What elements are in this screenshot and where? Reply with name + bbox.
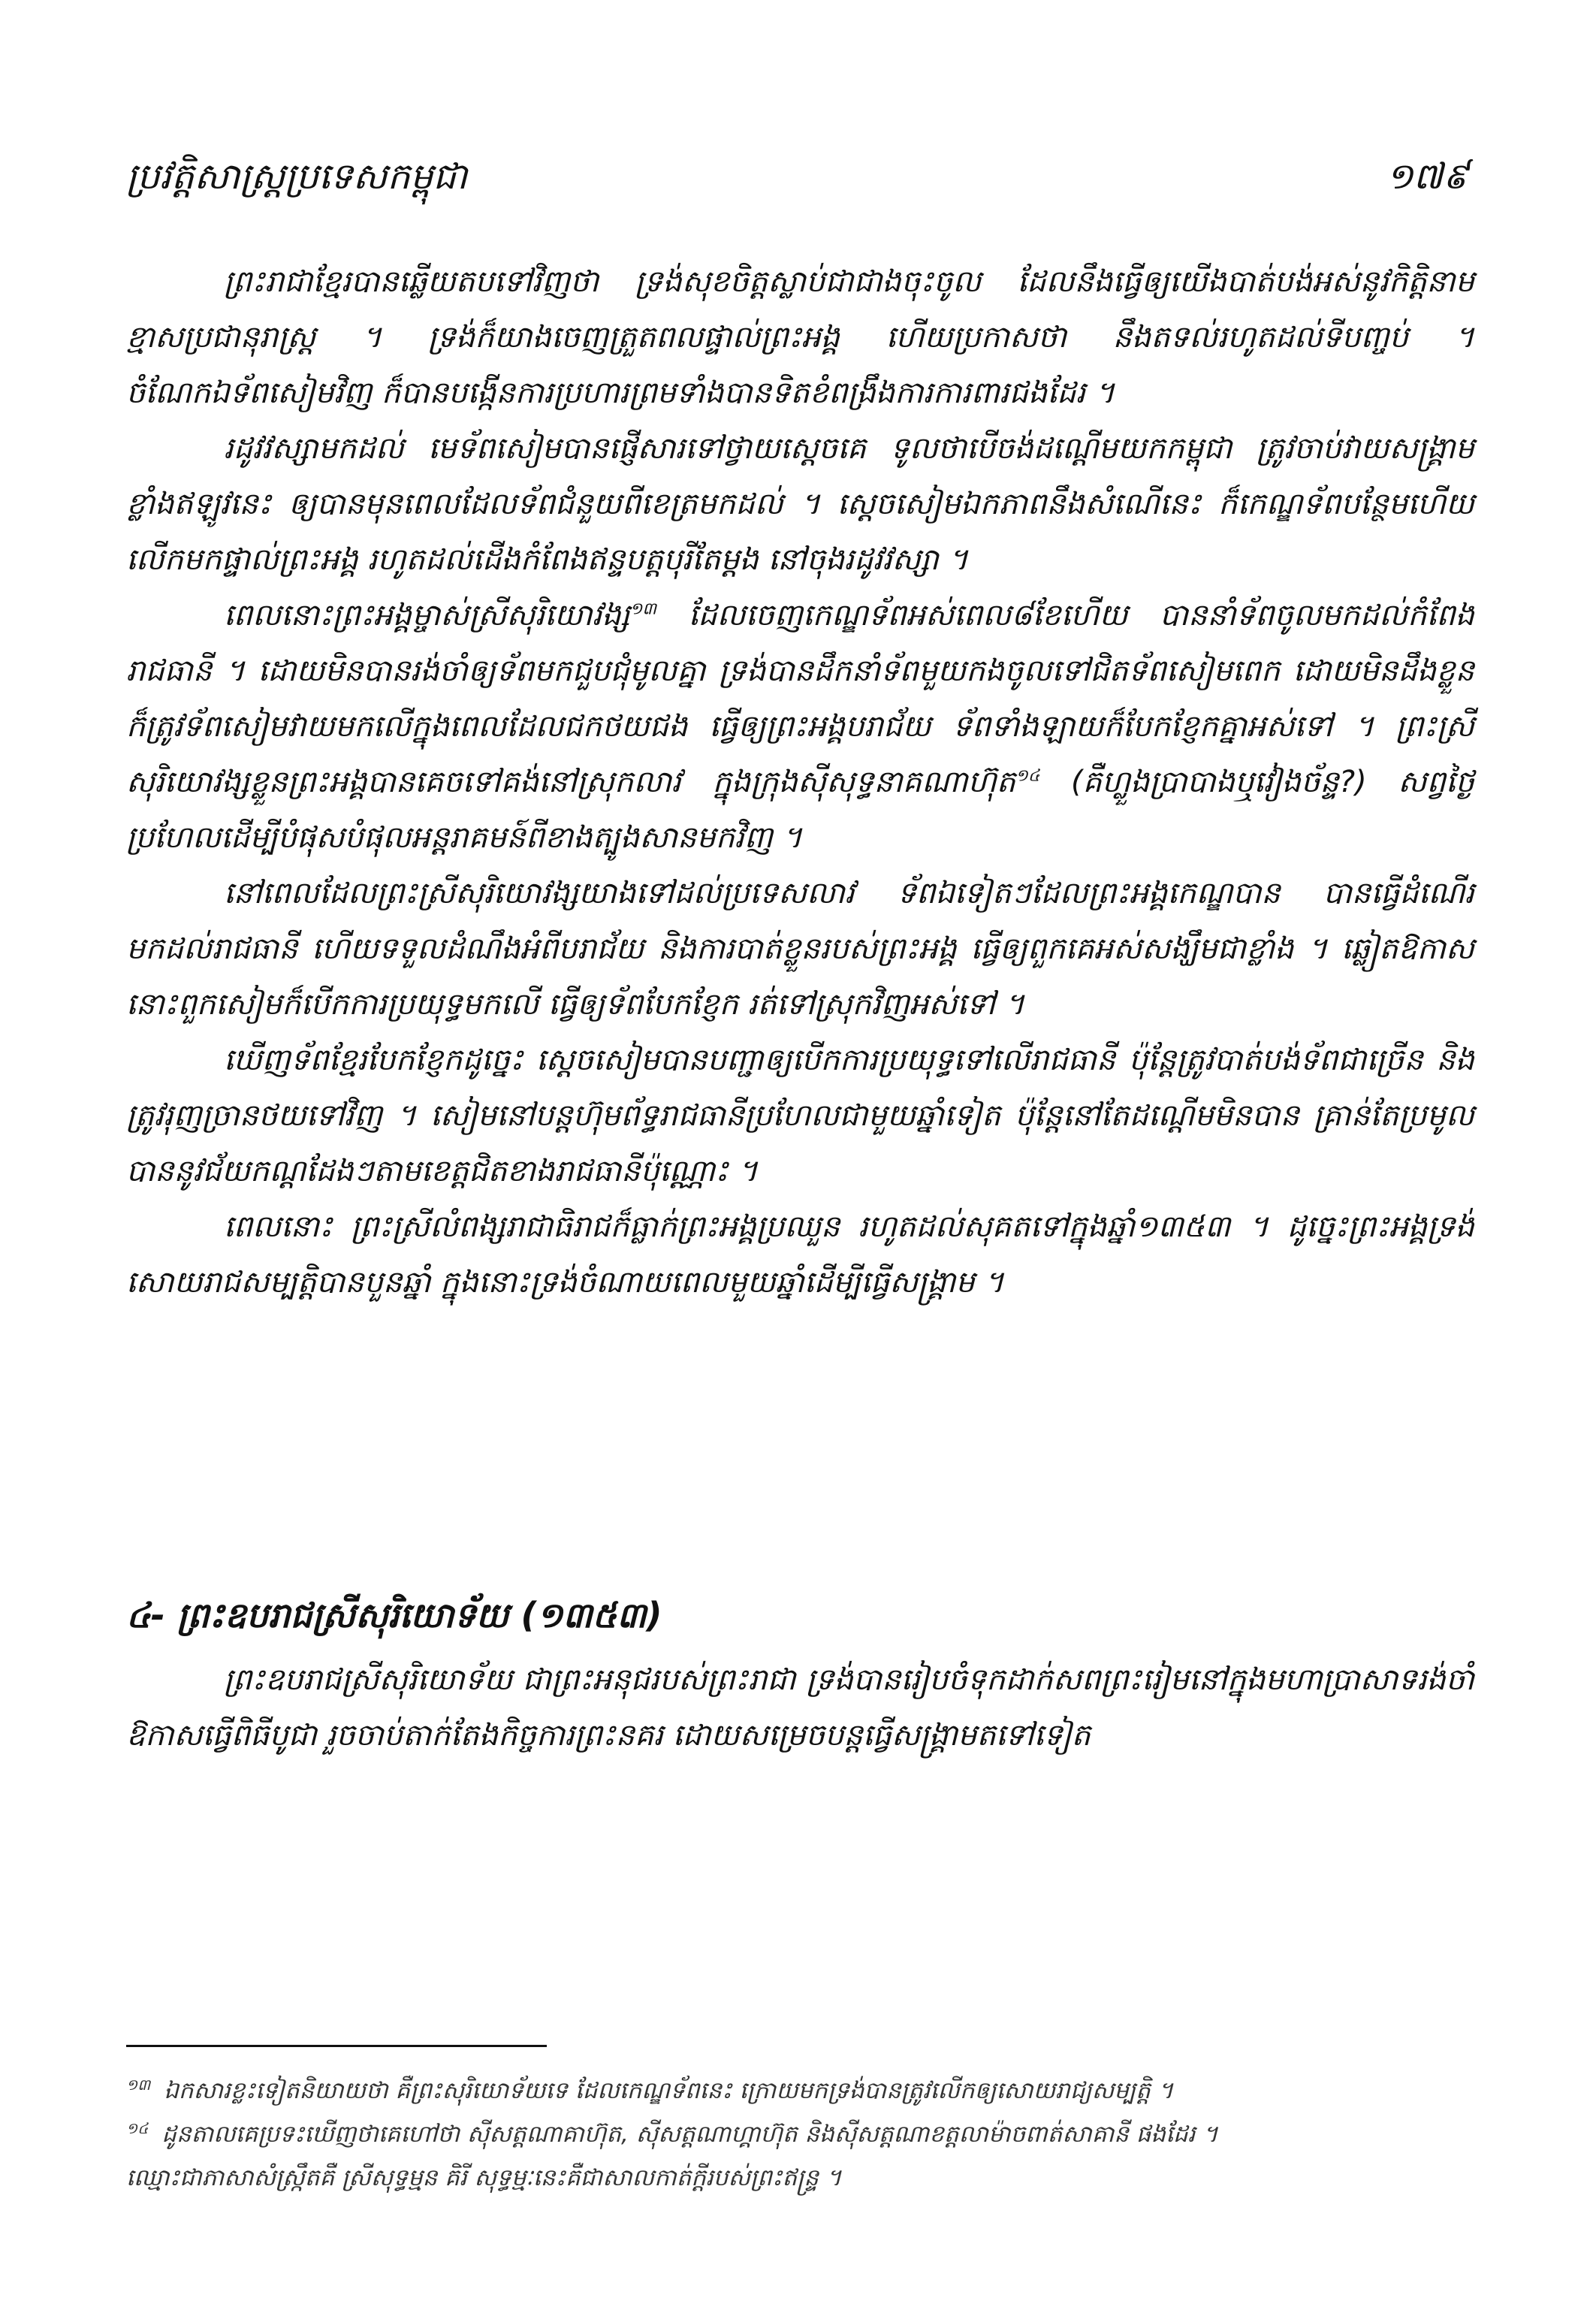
running-header-title: ប្រវត្តិសាស្ត្រប្រទេសកម្ពុជា bbox=[126, 156, 468, 198]
paragraph-text-continued: ដែលចេញកេណ្ឌទ័ពអស់ពេល៨ខែហើយ បាននាំទ័ពចូលមកដល់កំពែងរាជធានី ។ ដោយមិនបានរង់ចាំឲ្យទ័ពមកជួបជុំមូលគ្នា ទ្រង់បានដឹកនាំទ័ពមួយកងចូលទៅជិតទ័ពសៀមពេក ដោយមិនដឹងខ្លួន ក៏ត្រូវទ័ពសៀមវាយមកលើក្នុងពេលដែលជកថយជង ធ្វើឲ្យព្រះអង្គបរាជ័យ ទ័ពទាំងឡាយក៏បែកខ្ញែកគ្នាអស់ទៅ ។ ព្រះស្រីសុរិយោវង្សខ្លួនព្រះអង្គបានគេចទៅគង់នៅស្រុកលាវ ក្នុងក្រុងស៊ីសុទ្ធនាគណាហ៊ុត bbox=[126, 598, 1474, 799]
footnote-number: ១៣ bbox=[126, 2075, 151, 2094]
body-text bbox=[126, 254, 1474, 1310]
paragraph-4 bbox=[126, 865, 1474, 1032]
page-number: ១៧៩ bbox=[1386, 156, 1468, 198]
footnote-14-continued bbox=[126, 2156, 1474, 2200]
footnote-text: ដូនតាលគេប្រទះឃើញថាគេហៅថា ស៊ីសត្តណាគាហ៊ុត, ស៊ីសត្តណាហ្គាហ៊ុត និងស៊ីសត្តណាខត្តលាម៉ាចពាត់សាគានី ផងដែរ ។ bbox=[161, 2121, 1218, 2148]
paragraph-text: ពេលនោះព្រះអង្គម្ចាស់ស្រីសុរិយោវង្ស bbox=[224, 598, 630, 633]
footnote-13 bbox=[126, 2069, 1474, 2112]
section-heading: ៤- ព្រះឧបរាជស្រីសុរិយោទ័យ (១៣៥៣) bbox=[126, 1595, 662, 1635]
paragraph-text: ឃើញទ័ពខ្មែរបែកខ្ញែកដូច្នេះ ស្ដេចសៀមបានបញ្ជាឲ្យបើកការប្រយុទ្ធទៅលើរាជធានី ប៉ុន្តែត្រូវបាត់បង់ទ័ពជាច្រើន និងត្រូវរុញច្រានថយទៅវិញ ។ សៀមនៅបន្តហ៊ុមព័ទ្ធរាជធានីប្រហែលជាមួយឆ្នាំទៀត ប៉ុន្តែនៅតែដណ្ដើមមិនបាន គ្រាន់តែប្រមូលបាននូវជ័យកណ្ដដែងៗតាមខេត្តជិតខាងរាជធានីប៉ុណ្ណោះ ។ bbox=[126, 1043, 1474, 1188]
footnote-ref-14[interactable]: ១៤ bbox=[1015, 766, 1040, 786]
section-4 bbox=[126, 1589, 1474, 1763]
section-paragraph: ព្រះឧបរាជស្រីសុរិយោទ័យ ជាព្រះអនុជរបស់ព្រះរាជា ទ្រង់បានរៀបចំទុកដាក់សពព្រះរៀមនៅក្នុងមហាប្រាសាទរង់ចាំឱកាសធ្វើពិធីបូជា រួចចាប់តាក់តែងកិច្ចការព្រះនគរ ដោយសម្រេចបន្តធ្វើសង្គ្រាមតទៅទៀត bbox=[126, 1662, 1474, 1753]
footnote-text: ឈ្មោះជាភាសាសំស្ក្រឹតគឺ ស្រីសុទ្ធម្មន គិរី សុទ្ធម្មៈនេះគឺជាសាលកាត់ក្ដីរបស់ព្រះឥន្ទ្រ ។ bbox=[126, 2164, 842, 2191]
paragraph-text: ព្រះរាជាខ្មែរបានឆ្លើយតបទៅវិញថា ទ្រង់សុខចិត្តស្លាប់ជាជាងចុះចូល ដែលនឹងធ្វើឲ្យយើងបាត់បង់អស់នូវកិត្តិនាម ខ្មាសប្រជានុរាស្ត្រ ។ ទ្រង់ក៏យាងចេញត្រួតពលផ្ទាល់ព្រះអង្គ ហើយប្រកាសថា នឹងតទល់រហូតដល់ទីបញ្ចប់ ។ ចំណែកឯទ័ពសៀមវិញ ក៏បានបង្កើនការប្រហារព្រមទាំងបានទិតខំពង្រឹងការការពារជងដែរ ។ bbox=[126, 264, 1474, 410]
footnote-ref-13[interactable]: ១៣ bbox=[629, 599, 657, 619]
paragraph-3 bbox=[126, 587, 1474, 865]
paragraph-6 bbox=[126, 1199, 1474, 1310]
paragraph-text: ពេលនោះ ព្រះស្រីលំពង្សរាជាធិរាជក៏ធ្លាក់ព្រះអង្គប្រឈួន រហូតដល់សុគតទៅក្នុងឆ្នាំ១៣៥៣ ។ ដូច្នេះព្រះអង្គទ្រង់សោយរាជសម្បត្តិបានបួនឆ្នាំ ក្នុងនោះទ្រង់ចំណាយពេលមួយឆ្នាំដើម្បីធ្វើសង្គ្រាម ។ bbox=[126, 1209, 1474, 1300]
paragraph-text-continued: (គឺហ្លួងប្រាបាងឬវៀងច័ន្ទ?) សព្វថ្ងៃប្រហែលដើម្បីបំផុសបំផុលអន្តរាគមន៍ពីខាងត្បូងសានមកវិញ ។ bbox=[126, 765, 1474, 855]
paragraph-1 bbox=[126, 254, 1474, 421]
paragraph-5 bbox=[126, 1032, 1474, 1199]
footnote-text: ឯកសារខ្លះទៀតនិយាយថា គឺព្រះសុរិយោទ័យទេ ដែលកេណ្ឌទ័ពនេះ ក្រោយមកទ្រង់បានត្រូវលើកឲ្យសោយរាជ្យសម្បត្តិ ។ bbox=[164, 2077, 1174, 2104]
paragraph-2 bbox=[126, 421, 1474, 587]
footnotes bbox=[126, 2069, 1474, 2200]
paragraph-text: រដូវវស្សាមកដល់ មេទ័ពសៀមបានផ្ញើសារទៅថ្វាយស្ដេចគេ ទូលថាបើចង់ដណ្ដើមយកកម្ពុជា ត្រូវចាប់វាយសង្គ្រាមខ្លាំងឥឡូវនេះ ឲ្យបានមុនពេលដែលទ័ពជំនួយពីខេត្រមកដល់ ។ ស្ដេចសៀមឯកភាពនឹងសំណើនេះ ក៏កេណ្ឌទ័ពបន្ថែមហើយ លើកមកផ្ទាល់ព្រះអង្គ រហូតដល់ដើងកំពែងឥន្ទបត្តបុរីតែម្ដង នៅចុងរដូវវស្សា ។ bbox=[126, 431, 1474, 577]
paragraph-text: នៅពេលដែលព្រះស្រីសុរិយោវង្សយាងទៅដល់ប្រទេសលាវ ទ័ពឯទៀតៗដែលព្រះអង្គកេណ្ឌបាន បានធ្វើដំណើរមកដល់រាជធានី ហើយទទួលដំណឹងអំពីបរាជ័យ និងការបាត់ខ្លួនរបស់ព្រះអង្គ ធ្វើឲ្យពួកគេអស់សង្ឃឹមជាខ្លាំង ។ ឆ្លៀតឱកាសនោះពួកសៀមក៏បើកការប្រយុទ្ធមកលើ ធ្វើឲ្យទ័ពបែកខ្ញែក រត់ទៅស្រុកវិញអស់ទៅ ។ bbox=[126, 876, 1474, 1022]
footnote-14 bbox=[126, 2112, 1474, 2156]
footnote-divider bbox=[126, 2045, 547, 2047]
footnote-number: ១៤ bbox=[126, 2118, 149, 2137]
